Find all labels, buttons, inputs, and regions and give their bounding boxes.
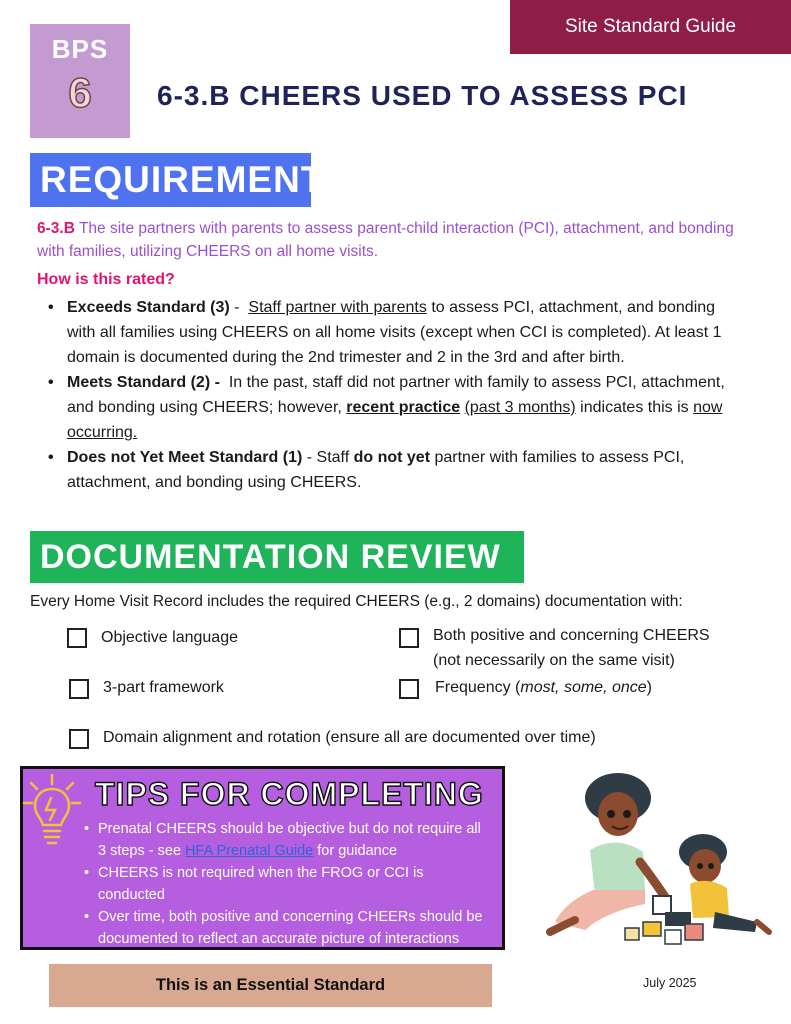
documentation-intro: Every Home Visit Record includes the required CHEERS (e.g., 2 domains) documentation with: xyxy=(30,593,683,610)
rating-exceeds-sep: - xyxy=(229,299,249,316)
essential-standard-banner xyxy=(49,964,492,1007)
rating-meets-label: Meets Standard (2) - xyxy=(67,374,220,391)
frequency-checkbox[interactable] xyxy=(399,679,419,699)
frequency-italic: most, some, once xyxy=(520,679,647,696)
documentation-banner-label: DOCUMENTATION REVIEW xyxy=(40,537,501,576)
tips-title: TIPS FOR COMPLETING xyxy=(95,776,484,812)
documentation-banner xyxy=(30,531,524,583)
both-cheers-line1: Both positive and concerning CHEERS xyxy=(433,627,710,644)
both-cheers-label xyxy=(433,623,710,673)
rating-meets-period: (past 3 months) xyxy=(464,399,576,416)
rated-heading: How is this rated? xyxy=(37,271,175,288)
tip-prenatal xyxy=(82,818,492,862)
rating-exceeds-underlined: Staff partner with parents xyxy=(248,299,427,316)
rating-exceeds xyxy=(44,295,744,370)
frequency-prefix: Frequency ( xyxy=(435,679,521,696)
hfa-prenatal-guide-link[interactable]: HFA Prenatal Guide xyxy=(185,843,314,859)
rating-does-not-meet xyxy=(44,445,744,495)
requirement-banner xyxy=(30,153,325,207)
rating-exceeds-text: to assess PCI, attachment, and bonding with all families using CHEERS on all home visits (except when CCI is completed). At least 1 domain is documented during the 2nd trimester and 2 in the 3rd and after birth. xyxy=(67,299,722,366)
tip-prenatal-a: Prenatal CHEERS should be objective but do not require all 3 steps - see xyxy=(98,821,481,859)
objective-language-checkbox[interactable] xyxy=(67,628,87,648)
site-guide-label: Site Standard Guide xyxy=(564,16,737,37)
tips-list xyxy=(82,818,492,950)
rating-not-meet-bold: do not yet xyxy=(353,449,431,466)
requirement-description: The site partners with parents to assess parent-child interaction (PCI), attachment, and bonding with families, utilizing CHEERS on all home visits. xyxy=(37,220,734,260)
bps-badge xyxy=(30,24,130,138)
lightbulb-icon xyxy=(22,773,82,855)
domain-alignment-checkbox[interactable] xyxy=(69,729,89,749)
mother-and-child-playing-illustration xyxy=(545,772,775,950)
rating-meets-recent-practice: recent practice xyxy=(346,399,461,416)
bps-number: 6 xyxy=(68,69,92,116)
tip-frog-cci: • CHEERS is not required when the FROG or CCI is conducted xyxy=(82,862,492,906)
three-part-framework-label: 3-part framework xyxy=(103,679,224,696)
requirement-text xyxy=(37,217,757,263)
rating-meets-text-a: In the past, staff did not partner with family to assess PCI, attachment, and bonding using CHEERS; however, xyxy=(67,374,730,416)
both-cheers-checkbox[interactable] xyxy=(399,628,419,648)
rating-meets-now-occurring: now occurring. xyxy=(67,399,723,441)
both-cheers-line2: (not necessarily on the same visit) xyxy=(433,652,675,669)
rating-not-meet-text-a: - Staff xyxy=(302,449,354,466)
rating-meets xyxy=(44,370,744,445)
requirement-banner-label: REQUIREMENT xyxy=(40,159,325,200)
rating-exceeds-label: Exceeds Standard (3) xyxy=(67,299,230,316)
rating-not-meet-text-b: partner with families to assess PCI, attachment, and bonding using CHEERS. xyxy=(67,449,685,491)
rating-not-meet-label: Does not Yet Meet Standard (1) xyxy=(67,449,303,466)
footer-date: July 2025 xyxy=(643,976,697,990)
tip-prenatal-b: for guidance xyxy=(313,843,398,859)
frequency-suffix: ) xyxy=(646,679,652,696)
tip-over-time: • Over time, both positive and concerning CHEERs should be documented to reflect an accurate picture of interactions xyxy=(82,906,492,950)
rating-list xyxy=(44,295,744,495)
domain-alignment-label: Domain alignment and rotation (ensure all are documented over time) xyxy=(103,729,596,746)
bps-label: BPS xyxy=(51,34,109,64)
frequency-label xyxy=(435,675,652,700)
page-title: 6-3.B CHEERS USED TO ASSESS PCI xyxy=(157,80,688,111)
requirement-code: 6-3.B xyxy=(37,220,75,237)
site-standard-guide-tab xyxy=(510,0,791,54)
three-part-framework-checkbox[interactable] xyxy=(69,679,89,699)
essential-standard-label: This is an Essential Standard xyxy=(155,976,386,994)
objective-language-label: Objective language xyxy=(101,629,238,646)
rating-meets-text-b: indicates this is xyxy=(575,399,694,416)
